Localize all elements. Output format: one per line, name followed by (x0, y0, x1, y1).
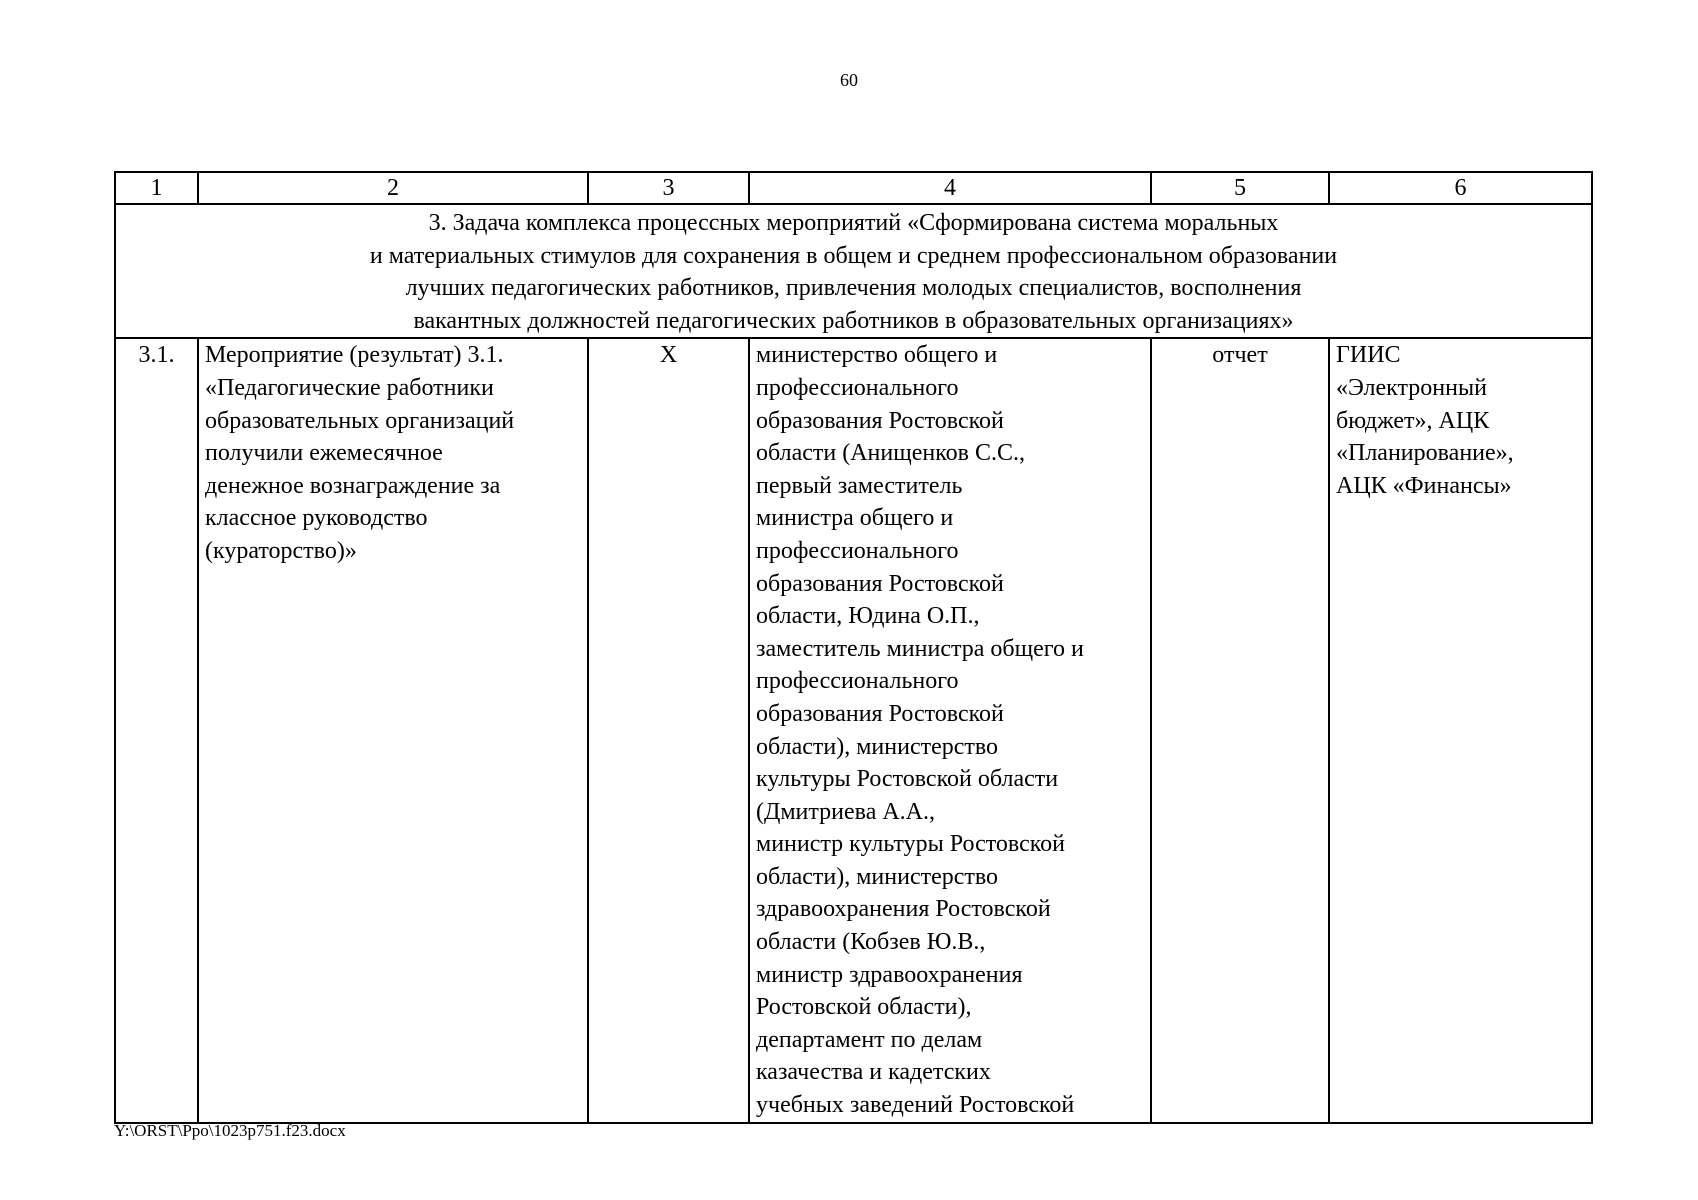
column-number-row (115, 172, 1592, 204)
responsible-line: области (Кобзев Ю.В., (756, 929, 986, 956)
system-line: «Электронный (1336, 374, 1487, 401)
footer-file-path: Y:\ORST\Ppo\1023p751.f23.docx (114, 1121, 346, 1140)
row-number: 3.1. (138, 342, 175, 369)
task-heading-line: и материальных стимулов для сохранения в общем и среднем профессиональном образовании (369, 242, 1338, 269)
activity-line: классное руководство (205, 505, 428, 532)
system-line: «Планирование», (1336, 440, 1514, 467)
column-number-3: 3 (588, 172, 749, 204)
task-heading-line: лучших педагогических работников, привлечения молодых специалистов, восполнения (405, 275, 1302, 302)
responsible-line: области), министерство (756, 863, 999, 890)
row-number-cell (115, 338, 198, 1122)
responsible-cell (749, 338, 1151, 1122)
column-3-value: Х (659, 342, 678, 369)
activity-line: образовательных организаций (205, 407, 515, 434)
responsible-line: культуры Ростовской области (756, 766, 1059, 793)
responsible-line: учебных заведений Ростовской (756, 1092, 1075, 1119)
responsible-line: министр здравоохранения (756, 961, 1023, 988)
system-cell (1329, 338, 1592, 1122)
task-heading-line: 3. Задача комплекса процессных мероприятий «Сформирована система моральных (428, 210, 1279, 236)
column-number-2: 2 (198, 172, 588, 204)
responsible-line: профессионального (756, 537, 959, 564)
system-line: бюджет», АЦК (1336, 407, 1490, 434)
responsible-line: казачества и кадетских (756, 1059, 991, 1086)
task-heading-line: вакантных должностей педагогических работников в образовательных организациях» (413, 307, 1294, 334)
responsible-line: министр культуры Ростовской (756, 831, 1066, 858)
responsible-line: министра общего и (756, 505, 954, 532)
activity-line: (кураторство)» (205, 537, 357, 564)
column-5-value: отчет (1212, 342, 1268, 369)
column-number-5: 5 (1151, 172, 1329, 204)
system-line: ГИИС (1336, 342, 1401, 369)
responsible-line: (Дмитриева А.А., (756, 798, 936, 825)
activity-cell (198, 338, 588, 1122)
responsible-line: здравоохранения Ростовской (756, 896, 1051, 923)
table-row (115, 338, 1592, 1122)
responsible-line: области), министерство (756, 733, 999, 760)
responsible-line: Ростовской области), (756, 994, 972, 1021)
responsible-line: заместитель министра общего и (756, 635, 1084, 662)
column-3-cell (588, 338, 749, 1122)
column-number-1: 1 (115, 172, 198, 204)
system-line: АЦК «Финансы» (1336, 472, 1512, 499)
activities-table (114, 171, 1593, 1124)
responsible-line: профессионального (756, 668, 959, 695)
responsible-line: образования Ростовской (756, 570, 1004, 597)
responsible-line: профессионального (756, 374, 959, 401)
activity-line: Мероприятие (результат) 3.1. (205, 342, 504, 369)
page-number: 60 (840, 70, 858, 90)
responsible-line: образования Ростовской (756, 700, 1004, 727)
responsible-line: области (Анищенков С.С., (756, 440, 1026, 467)
column-number-6: 6 (1329, 172, 1592, 204)
task-heading-row (115, 204, 1592, 338)
activity-line: денежное вознаграждение за (205, 472, 501, 499)
responsible-line: министерство общего и (756, 342, 998, 369)
task-heading-cell (115, 204, 1592, 338)
responsible-line: области, Юдина О.П., (756, 603, 980, 630)
responsible-line: департамент по делам (756, 1026, 983, 1053)
column-number-4: 4 (749, 172, 1151, 204)
activity-line: получили ежемесячное (205, 440, 443, 467)
column-5-cell (1151, 338, 1329, 1122)
activity-line: «Педагогические работники (205, 374, 494, 401)
responsible-line: образования Ростовской (756, 407, 1004, 434)
responsible-line: первый заместитель (756, 472, 963, 499)
